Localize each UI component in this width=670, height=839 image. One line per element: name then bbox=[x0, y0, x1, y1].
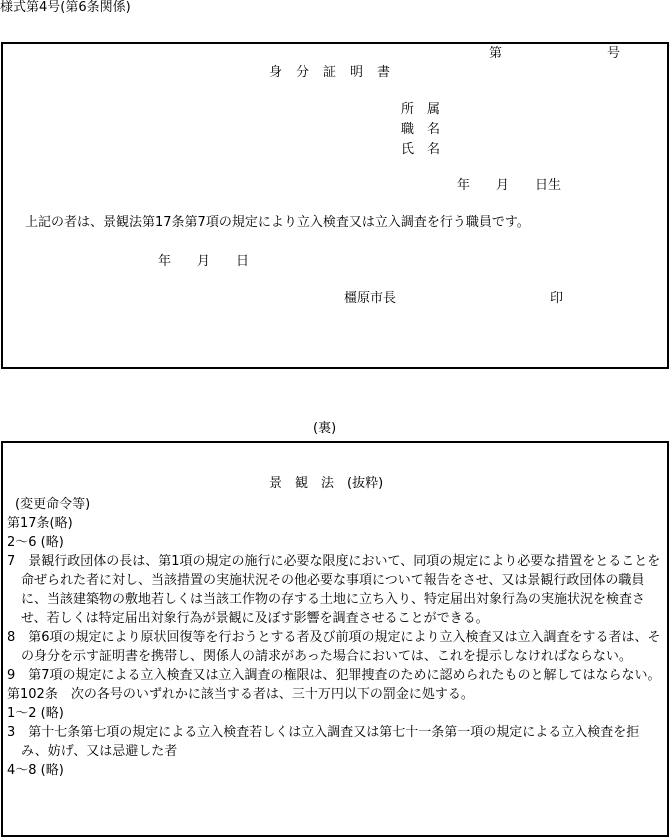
certificate-number-suffix: 号 bbox=[607, 46, 621, 61]
id-card-back bbox=[1, 441, 669, 837]
form-label: 様式第4号(第6条関係) bbox=[0, 0, 131, 15]
article-102-items-1-2: 1～2 (略) bbox=[7, 706, 64, 721]
article-102-items-4-8: 4～8 (略) bbox=[7, 763, 64, 778]
article-17: 第17条(略) bbox=[7, 516, 73, 531]
name-label: 氏 名 bbox=[401, 142, 441, 157]
issue-date: 年 月 日 bbox=[158, 254, 250, 269]
id-card-front bbox=[1, 42, 669, 369]
reverse-side-label: (裏) bbox=[313, 421, 337, 436]
law-excerpt-body bbox=[7, 495, 663, 780]
position-label: 職 名 bbox=[401, 122, 441, 137]
law-title: 景 観 法 (抜粋) bbox=[269, 476, 384, 491]
article-102-item-3: 3 第十七条第七項の規定による立入検査若しくは立入調査又は第七十一条第一項の規定による立入検査を拒み、妨げ、又は忌避した者 bbox=[7, 725, 640, 759]
section-heading: (変更命令等) bbox=[15, 497, 91, 512]
seal-mark: 印 bbox=[550, 291, 564, 306]
card-title: 身分証明書 bbox=[269, 65, 405, 80]
article-17-item-7: 7 景観行政団体の長は、第1項の規定の施行に必要な限度において、同項の規定により必要な措置をとることを命ぜられた者に対し、当該措置の実施状況その他必要な事項について報告をさせ、又は景観行政団体の職員に、当該建築物の敷地若しくは当該工作物の存する土地に立ち入り、特定届出対象行為の実施状況を検査させ、若しくは特定届出対象行為が景観に及ぼす影響を調査させることができる。 bbox=[7, 554, 661, 626]
issuer-name: 橿原市長 bbox=[344, 291, 397, 306]
article-17-item-8: 8 第6項の規定により原状回復等を行おうとする者及び前項の規定により立入検査又は立入調査をする者は、その身分を示す証明書を携帯し、関係人の請求があった場合においては、これを提示しなければならない。 bbox=[7, 630, 661, 664]
article-17-item-9: 9 第7項の規定による立入検査又は立入調査の権限は、犯罪捜査のために認められたものと解してはならない。 bbox=[7, 668, 661, 683]
affiliation-label: 所 属 bbox=[401, 102, 441, 117]
certificate-number-prefix: 第 bbox=[489, 46, 503, 61]
article-102: 第102条 次の各号のいずれかに該当する者は、三十万円以下の罰金に処する。 bbox=[7, 687, 474, 702]
birth-date: 年 月 日生 bbox=[457, 178, 562, 193]
article-17-items-2-6: 2～6 (略) bbox=[7, 535, 64, 550]
statement-text: 上記の者は、景観法第17条第7項の規定により立入検査又は立入調査を行う職員です。 bbox=[25, 215, 530, 230]
